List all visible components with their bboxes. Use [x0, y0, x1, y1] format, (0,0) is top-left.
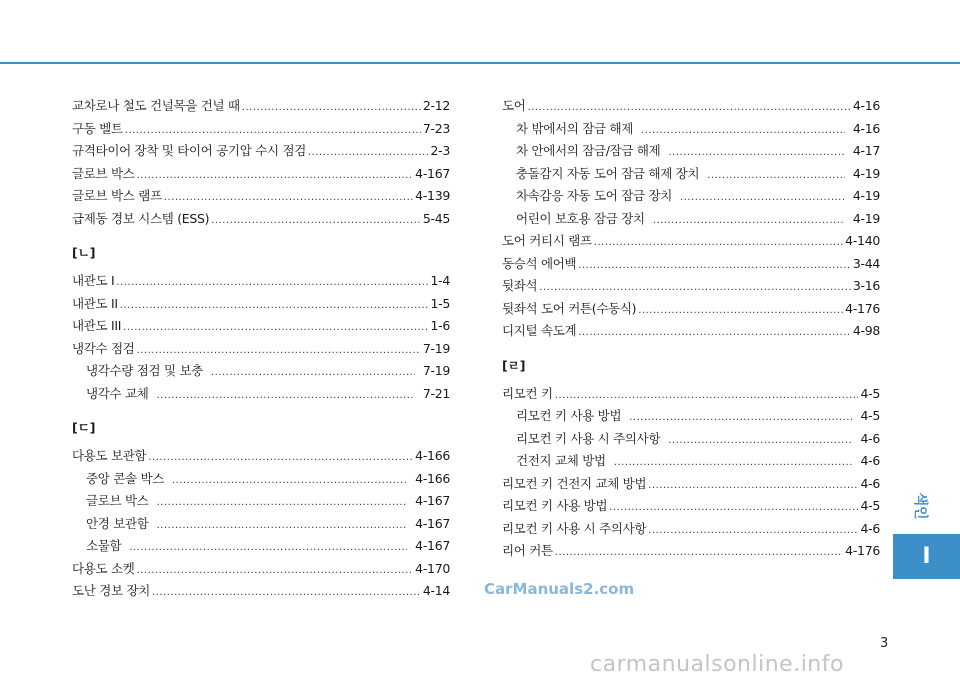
index-column-left: [72, 96, 450, 604]
index-section-label: 색인: [912, 492, 928, 520]
index-entry-text: 교차로나 철도 건널목을 건널 때: [72, 98, 240, 113]
index-entry-page: 4-176: [845, 543, 880, 558]
leader-dots: [120, 300, 429, 311]
index-entry-page: 4-16: [852, 98, 880, 113]
index-entry-text: 도어: [502, 98, 526, 113]
index-entry-page: 4-167: [415, 515, 450, 531]
index-section-heading: [ㄷ]: [72, 420, 96, 435]
index-entry[interactable]: [72, 141, 450, 164]
index-entry-page: 4-140: [845, 233, 880, 248]
leader-dots: [211, 215, 421, 226]
index-section-heading: [ㄹ]: [502, 357, 526, 373]
index-subentry[interactable]: [502, 429, 880, 452]
index-entry-text: 다용도 소켓: [72, 560, 135, 576]
index-entry-text: 내관도 II: [72, 295, 118, 311]
index-entry[interactable]: [72, 119, 450, 142]
leader-dots: [129, 542, 407, 553]
index-entry-text: 어린이 보호용 잠금 장치: [516, 210, 645, 226]
leader-dots: [172, 475, 407, 486]
leader-dots: [638, 305, 843, 316]
index-entry[interactable]: [502, 519, 880, 542]
top-divider: [0, 62, 960, 64]
index-subentry[interactable]: [72, 514, 450, 537]
index-entry-page: 4-170: [415, 560, 450, 576]
leader-dots: [152, 587, 421, 598]
index-entry[interactable]: [502, 299, 880, 322]
leader-dots: [707, 170, 845, 181]
leader-dots: [125, 125, 421, 136]
index-entry-text: 냉각수 점검: [72, 340, 135, 356]
index-entry-page: 4-139: [415, 188, 450, 203]
index-entry-text: 글로브 박스: [86, 493, 149, 508]
index-section-heading: [ㄴ]: [72, 245, 96, 260]
section-tab-letter: I: [922, 544, 931, 569]
index-entry[interactable]: [502, 254, 880, 277]
index-entry-page: 4-6: [860, 475, 880, 491]
index-entry-text: 내관도 I: [72, 273, 115, 288]
index-entry-page: 1-5: [430, 295, 450, 311]
index-entry-text: 리모컨 키 사용 방법: [502, 498, 608, 513]
index-entry-page: 2-12: [422, 98, 450, 113]
index-entry-page: 7-19: [422, 363, 450, 378]
index-subentry[interactable]: [502, 119, 880, 142]
index-entry[interactable]: [72, 446, 450, 469]
index-entry[interactable]: [502, 541, 880, 564]
index-entry-text: 리모컨 키: [502, 385, 553, 401]
index-entry[interactable]: [72, 339, 450, 362]
index-entry-text: 규격타이어 장착 및 타이어 공기압 수시 점검: [72, 143, 306, 158]
index-subentry[interactable]: [502, 164, 880, 187]
index-entry[interactable]: [72, 294, 450, 317]
index-entry[interactable]: [502, 474, 880, 497]
index-subentry[interactable]: [502, 451, 880, 474]
leader-dots: [578, 260, 851, 271]
index-entry-text: 뒷좌석 도어 커튼(수동식): [502, 300, 637, 316]
index-entry-page: 3-44: [852, 255, 880, 271]
index-entry-page: 4-166: [415, 470, 450, 486]
leader-dots: [555, 390, 859, 401]
index-entry-page: 4-166: [415, 448, 450, 463]
index-entry[interactable]: [502, 384, 880, 407]
index-entry-text: 글로브 박스: [72, 165, 135, 181]
index-entry-page: 4-6: [860, 453, 880, 468]
index-entry-text: 리모컨 키 사용 시 주의사항: [502, 520, 647, 536]
index-subentry[interactable]: [502, 186, 880, 209]
index-entry-page: 4-6: [860, 520, 880, 536]
index-entry-text: 건전지 교체 방법: [516, 453, 606, 468]
index-entry-page: 4-5: [860, 498, 880, 513]
index-entry-text: 차 안에서의 잠금/잠금 해제: [516, 143, 661, 158]
index-entry[interactable]: [72, 559, 450, 582]
leader-dots: [211, 367, 415, 378]
leader-dots: [641, 125, 845, 136]
leader-dots: [614, 457, 853, 468]
index-entry[interactable]: [72, 316, 450, 339]
index-entry-page: 4-167: [415, 538, 450, 553]
index-entry-page: 7-19: [422, 340, 450, 356]
index-entry-text: 리모컨 키 건전지 교체 방법: [502, 475, 647, 491]
index-entry[interactable]: [502, 96, 880, 119]
leader-dots: [648, 525, 858, 536]
index-entry-page: 4-167: [415, 493, 450, 508]
leader-dots: [137, 170, 414, 181]
index-entry-page: 4-16: [852, 120, 880, 136]
leader-dots: [137, 565, 414, 576]
index-entry-page: 3-16: [852, 278, 880, 293]
leader-dots: [157, 497, 408, 508]
index-entry[interactable]: [72, 186, 450, 209]
leader-dots: [609, 502, 858, 513]
index-entry-text: 소물함: [86, 538, 122, 553]
index-entry[interactable]: [502, 231, 880, 254]
index-subentry[interactable]: [72, 469, 450, 492]
index-entry-page: 7-23: [422, 120, 450, 136]
index-entry-text: 리모컨 키 사용 시 주의사항: [516, 430, 661, 446]
leader-dots: [528, 102, 851, 113]
leader-dots: [123, 322, 428, 333]
leader-dots: [668, 435, 852, 446]
leader-dots: [308, 147, 428, 158]
index-entry-text: 안경 보관함: [86, 515, 149, 531]
index-subentry[interactable]: [72, 491, 450, 514]
index-entry-text: 도난 경보 장치: [72, 583, 150, 598]
index-entry-text: 차속감응 자동 도어 잠금 장치: [516, 188, 672, 203]
index-entry-page: 1-6: [430, 318, 450, 333]
leader-dots: [164, 192, 413, 203]
index-entry[interactable]: [72, 209, 450, 232]
index-entry[interactable]: [72, 96, 450, 119]
index-entry-text: 급제동 경보 시스템 (ESS): [72, 210, 210, 226]
index-entry-page: 4-5: [860, 385, 880, 401]
index-entry-page: 4-19: [852, 188, 880, 203]
index-entry-text: 중앙 콘솔 박스: [86, 470, 164, 486]
index-entry[interactable]: [502, 276, 880, 299]
section-tab[interactable]: [893, 534, 960, 579]
index-subentry[interactable]: [502, 209, 880, 232]
leader-dots: [629, 412, 852, 423]
index-entry-page: 4-6: [860, 430, 880, 446]
leader-dots: [653, 215, 845, 226]
leader-dots: [648, 480, 858, 491]
leader-dots: [157, 390, 415, 401]
index-entry-page: 2-3: [430, 143, 450, 158]
index-entry[interactable]: [72, 581, 450, 604]
leader-dots: [137, 345, 421, 356]
leader-dots: [555, 547, 843, 558]
leader-dots: [242, 102, 421, 113]
index-entry-text: 디지털 속도계: [502, 323, 577, 338]
index-entry-page: 4-14: [422, 583, 450, 598]
index-entry-page: 4-98: [852, 323, 880, 338]
index-entry-text: 다용도 보관함: [72, 448, 147, 463]
index-entry-text: 글로브 박스 램프: [72, 188, 162, 203]
index-entry-text: 동승석 에어백: [502, 255, 577, 271]
leader-dots: [594, 237, 843, 248]
index-entry-page: 4-19: [852, 210, 880, 226]
index-entry-text: 냉각수량 점검 및 보충: [86, 363, 203, 378]
index-entry-text: 차 밖에서의 잠금 해제: [516, 120, 633, 136]
index-entry-text: 냉각수 교체: [86, 385, 149, 401]
index-subentry[interactable]: [72, 361, 450, 384]
index-entry-page: 1-4: [430, 273, 450, 288]
leader-dots: [157, 520, 408, 531]
index-entry-text: 구동 벨트: [72, 120, 123, 136]
leader-dots: [668, 147, 844, 158]
index-subentry[interactable]: [502, 406, 880, 429]
leader-dots: [148, 452, 413, 463]
index-entry[interactable]: [502, 321, 880, 344]
index-entry-text: 도어 커티시 램프: [502, 233, 592, 248]
index-entry-page: 4-17: [852, 143, 880, 158]
index-column-right: [502, 96, 880, 564]
index-subentry[interactable]: [72, 536, 450, 559]
index-subentry[interactable]: [502, 141, 880, 164]
index-entry-text: 내관도 III: [72, 318, 122, 333]
watermark-footer: carmanualsonline.info: [590, 652, 844, 677]
leader-dots: [539, 282, 851, 293]
page-number: 3: [880, 636, 889, 651]
index-entry[interactable]: [502, 496, 880, 519]
index-entry-text: 뒷좌석: [502, 278, 538, 293]
index-entry-page: 4-5: [860, 408, 880, 423]
leader-dots: [116, 277, 428, 288]
index-entry[interactable]: [72, 164, 450, 187]
index-subentry[interactable]: [72, 384, 450, 407]
index-entry-text: 리어 커튼: [502, 543, 553, 558]
watermark-primary: CarManuals2.com: [484, 580, 635, 598]
index-entry-page: 4-167: [415, 165, 450, 181]
index-entry-page: 5-45: [422, 210, 450, 226]
index-entry-page: 4-19: [852, 165, 880, 181]
index-entry-text: 충돌감지 자동 도어 잠금 해제 장치: [516, 165, 700, 181]
index-entry-text: 리모컨 키 사용 방법: [516, 408, 622, 423]
index-entry-page: 7-21: [422, 385, 450, 401]
index-entry[interactable]: [72, 271, 450, 294]
index-entry-page: 4-176: [845, 300, 880, 316]
leader-dots: [680, 192, 845, 203]
leader-dots: [578, 327, 851, 338]
